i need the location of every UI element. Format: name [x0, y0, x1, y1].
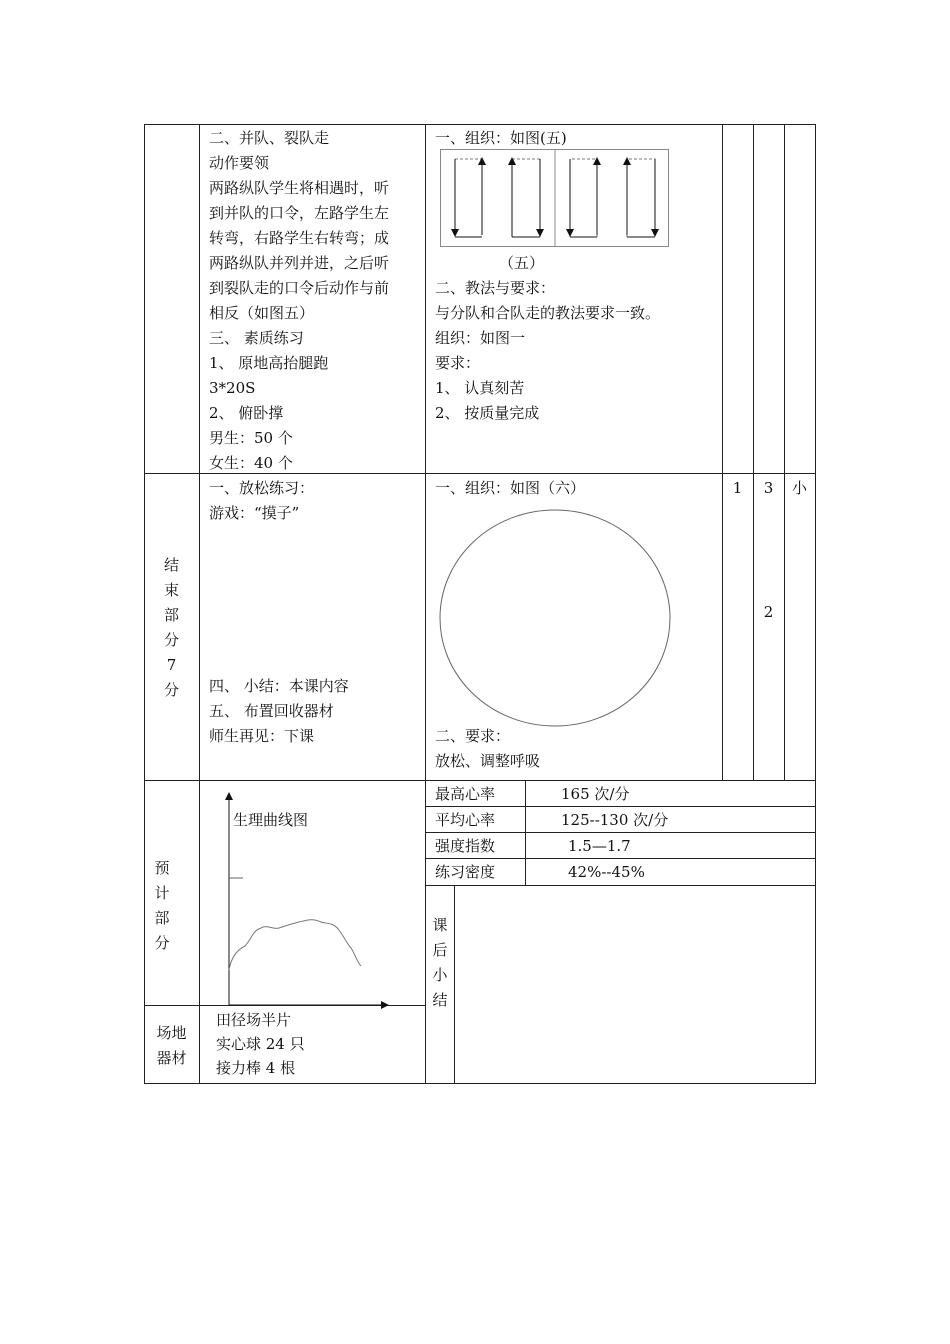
method-line: 二、要求： [435, 727, 511, 745]
duration-value: 3 [763, 479, 774, 497]
method-line: 要求： [435, 354, 481, 372]
label-char: 分 [154, 934, 170, 952]
content-line: 1、 原地高抬腿跑 [209, 354, 329, 372]
content-line: 3*20S [209, 379, 256, 397]
label-line: 场地 [156, 1024, 187, 1042]
content-line: 到裂队走的口令后动作与前 [209, 279, 390, 297]
label-char: 部 [154, 909, 170, 927]
label-char: 结 [432, 991, 448, 1009]
method-line: 组织：如图一 [435, 329, 526, 347]
content-line: 二、并队、裂队走 [209, 129, 330, 147]
content-line: 四、 小结：本课内容 [209, 677, 349, 695]
stat-label: 练习密度 [435, 863, 496, 881]
stat-value: 42%--45% [568, 863, 645, 881]
label-char: 束 [163, 581, 179, 599]
content-line: 两路纵队并列并进，之后听 [209, 254, 390, 272]
duration-value: 2 [763, 603, 774, 621]
content-line: 到并队的口令，左路学生左 [209, 204, 390, 222]
label-char: 计 [154, 884, 170, 902]
method-line: 一、组织：如图(五) [435, 129, 567, 147]
content-line: 五、 布置回收器材 [209, 702, 334, 720]
content-line: 男生：50 个 [209, 429, 293, 447]
figure-caption: （五） [499, 254, 545, 272]
label-char: 部 [163, 606, 179, 624]
formation-diagram-five [440, 149, 670, 247]
stat-value: 1.5—1.7 [568, 837, 631, 855]
content-line: 两路纵队学生将相遇时，听 [209, 179, 390, 197]
stat-value: 125--130 次/分 [561, 811, 669, 829]
label-char: 7 [166, 656, 177, 674]
times-value: 1 [732, 479, 743, 497]
content-line: 女生：40 个 [209, 454, 293, 472]
content-line: 游戏：“摸子” [209, 504, 300, 522]
stat-value: 165 次/分 [561, 785, 630, 803]
label-char: 结 [163, 556, 179, 574]
content-line: 2、 俯卧撑 [209, 404, 284, 422]
method-line: 一、组织：如图（六） [435, 479, 586, 497]
stat-label: 强度指数 [435, 837, 496, 855]
circle-diagram-six [438, 509, 672, 729]
label-char: 分 [163, 681, 179, 699]
stat-label: 平均心率 [435, 811, 496, 829]
method-line: 2、 按质量完成 [435, 404, 540, 422]
curve-title: 生理曲线图 [233, 811, 309, 829]
method-line: 二、教法与要求： [435, 279, 556, 297]
venue-item: 田径场半片 [216, 1011, 292, 1029]
label-char: 后 [432, 941, 448, 959]
content-line: 师生再见：下课 [209, 727, 315, 745]
label-line: 器材 [156, 1049, 187, 1067]
heart-rate-curve [229, 920, 361, 970]
method-line: 放松、调整呼吸 [435, 752, 541, 770]
label-char: 小 [432, 966, 448, 984]
intensity-value: 小 [791, 479, 807, 497]
label-char: 课 [432, 916, 448, 934]
method-line: 与分队和合队走的教法要求一致。 [435, 304, 661, 322]
content-line: 一、放松练习： [209, 479, 315, 497]
method-line: 1、 认真刻苦 [435, 379, 525, 397]
stat-label: 最高心率 [435, 785, 496, 803]
content-line: 动作要领 [209, 154, 270, 172]
venue-item: 实心球 24 只 [216, 1035, 305, 1053]
content-line: 相反（如图五） [209, 304, 315, 322]
label-char: 分 [163, 631, 179, 649]
content-line: 三、 素质练习 [209, 329, 304, 347]
content-line: 转弯，右路学生右转弯；成 [209, 229, 390, 247]
venue-item: 接力棒 4 根 [216, 1059, 296, 1077]
label-char: 预 [154, 859, 170, 877]
